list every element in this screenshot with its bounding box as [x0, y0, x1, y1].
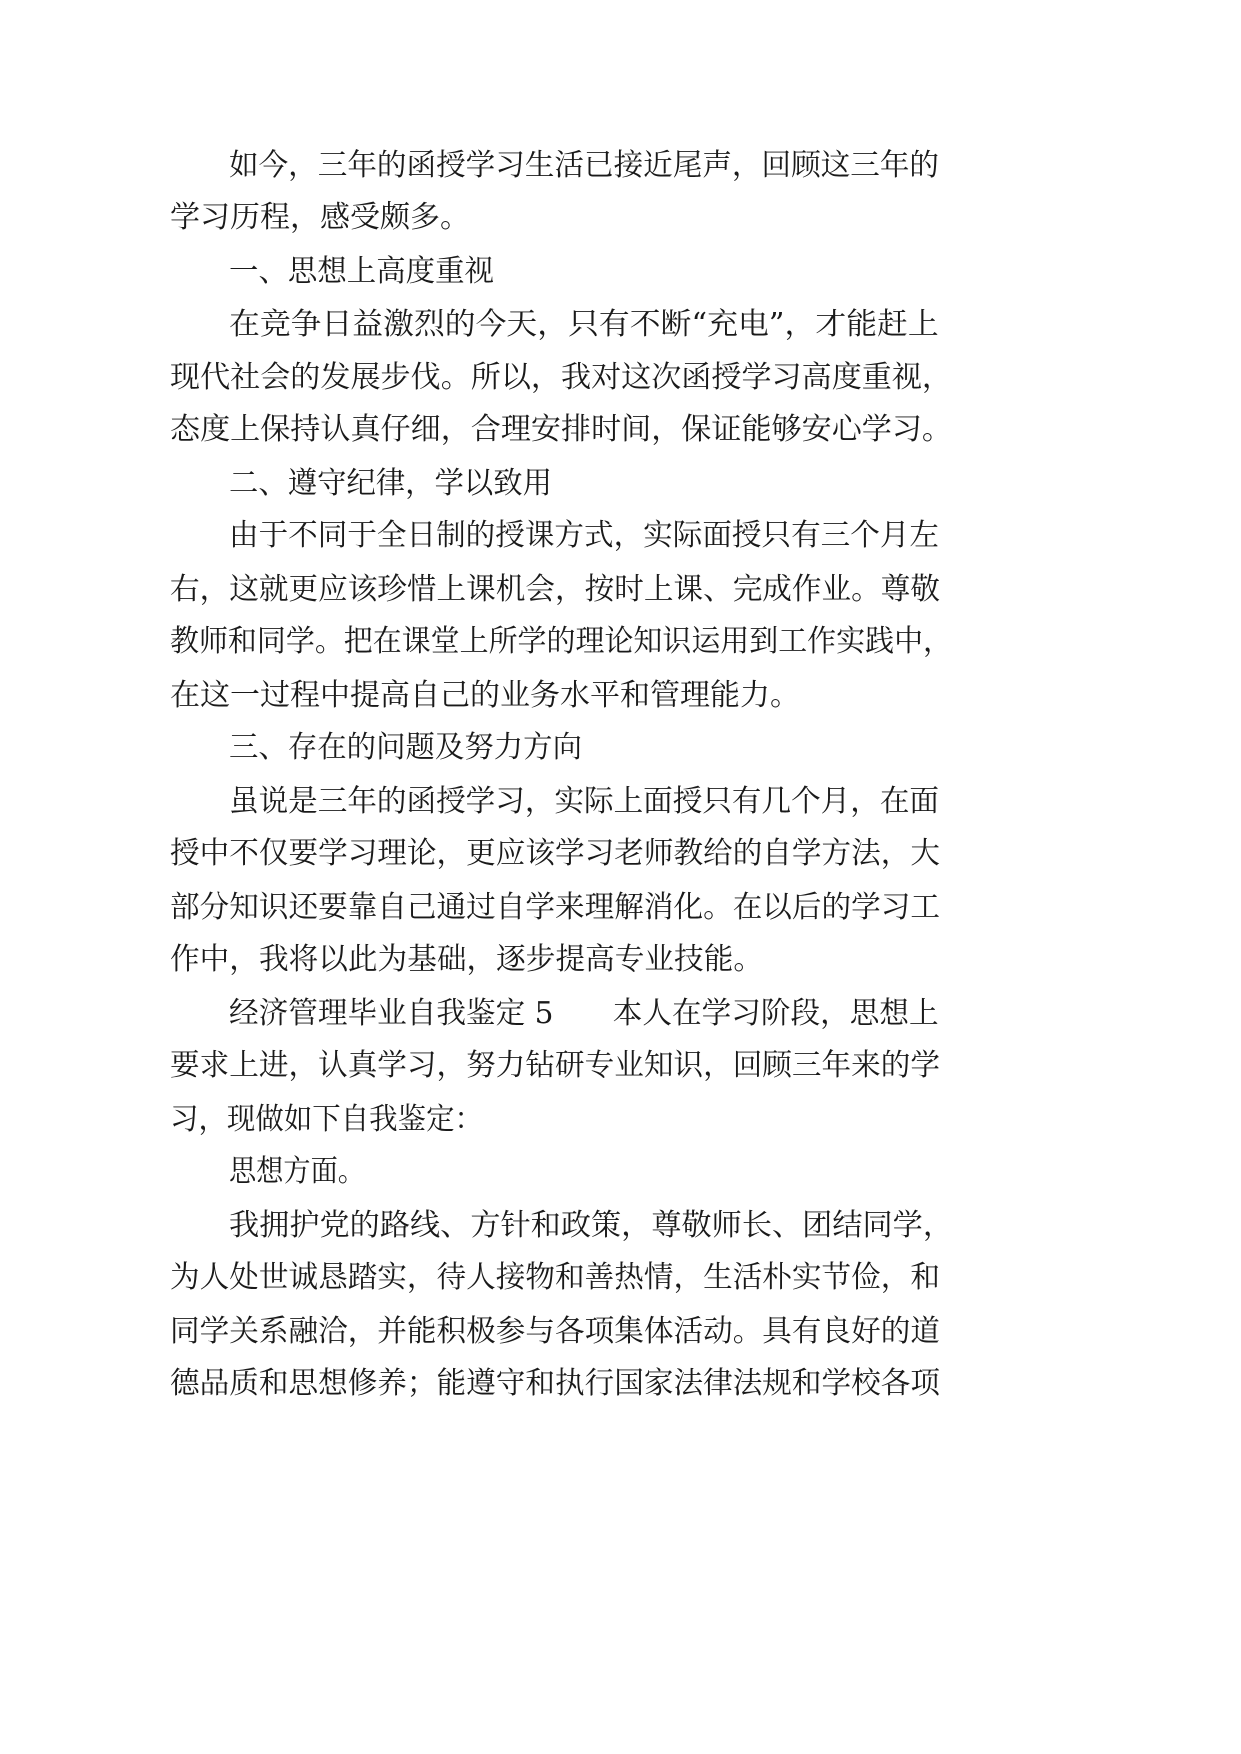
text-line-4: 在竞争日益激烈的今天，只有不断“充电”，才能赶上: [229, 307, 939, 342]
text-line-24: 德品质和思想修养；能遵守和执行国家法律法规和学校各项: [170, 1366, 940, 1401]
text-line-7: 二、遵守纪律，学以致用: [229, 466, 552, 501]
text-line-19: 习，现做如下自我鉴定：: [170, 1102, 483, 1137]
text-line-17: 经济管理毕业自我鉴定 5 本人在学习阶段，思想上: [229, 996, 939, 1031]
text-line-14: 授中不仅要学习理论，更应该学习老师教给的自学方法，大: [170, 836, 940, 871]
text-line-9: 右，这就更应该珍惜上课机会，按时上课、完成作业。尊敬: [170, 572, 940, 607]
text-line-3: 一、思想上高度重视: [229, 254, 494, 289]
text-line-15: 部分知识还要靠自己通过自学来理解消化。在以后的学习工: [170, 890, 940, 925]
text-line-16: 作中，我将以此为基础，逐步提高专业技能。: [170, 942, 763, 977]
text-line-22: 为人处世诚恳踏实，待人接物和善热情，生活朴实节俭，和: [170, 1260, 940, 1295]
text-line-11: 在这一过程中提高自己的业务水平和管理能力。: [170, 678, 800, 713]
text-line-18: 要求上进，认真学习，努力钻研专业知识，回顾三年来的学: [170, 1048, 940, 1083]
text-line-20: 思想方面。: [229, 1154, 365, 1189]
text-line-6: 态度上保持认真仔细，合理安排时间，保证能够安心学习。: [170, 412, 952, 447]
text-line-10: 教师和同学。把在课堂上所学的理论知识运用到工作实践中，: [170, 624, 952, 659]
text-line-8: 由于不同于全日制的授课方式，实际面授只有三个月左: [229, 518, 939, 553]
text-line-1: 如今，三年的函授学习生活已接近尾声，回顾这三年的: [229, 148, 939, 183]
text-line-21: 我拥护党的路线、方针和政策，尊敬师长、团结同学，: [229, 1208, 953, 1243]
text-line-5: 现代社会的发展步伐。所以，我对这次函授学习高度重视，: [170, 360, 952, 395]
text-line-2: 学习历程，感受颇多。: [170, 200, 470, 235]
text-line-12: 三、存在的问题及努力方向: [229, 730, 582, 765]
text-line-13: 虽说是三年的函授学习，实际上面授只有几个月，在面: [229, 784, 939, 819]
text-line-23: 同学关系融洽，并能积极参与各项集体活动。具有良好的道: [170, 1314, 940, 1349]
